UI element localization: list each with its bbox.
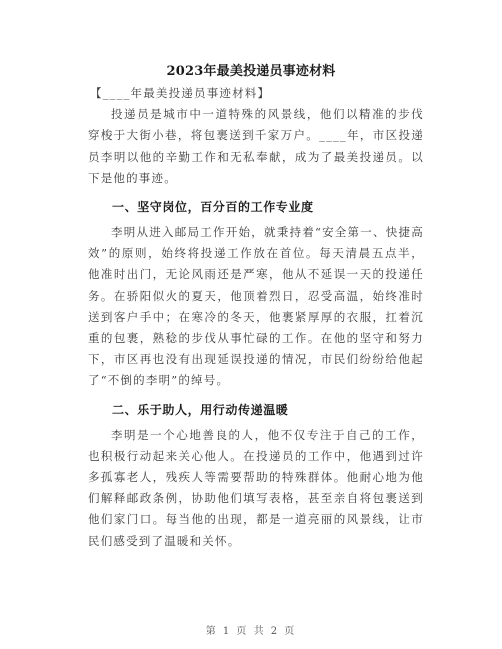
intro-paragraph: 投递员是城市中一道特殊的风景线，他们以精准的步伐穿梭于大街小巷，将包裹送到千家万户。____年，市区投递员李明以他的辛勤工作和无私奉献，成为了最美投递员。以下是他的事迹。 xyxy=(88,107,424,185)
section-1-heading: 一、坚守岗位，百分百的工作专业度 xyxy=(112,200,314,215)
page-number-footer: 第 1 页 共 2 页 xyxy=(205,626,297,637)
document-title: 2023年最美投递员事迹材料 xyxy=(166,64,336,79)
section-2-heading: 二、乐于助人，用行动传递温暖 xyxy=(112,402,289,417)
document-body xyxy=(88,83,424,552)
section-1-paragraph: 李明从进入邮局工作开始，就秉持着“安全第一、快捷高效”的原则，始终将投递工作放在首位。每天清晨五点半，他准时出门，无论风雨还是严寒，他从不延误一天的投递任务。在骄阳似火的夏天，他顶着烈日，忍受高温，始终准时送到客户手中；在寒冷的冬天，他裹紧厚厚的衣服，扛着沉重的包裹，熟稔的步伐从事忙碌的工作。在他的坚守和努力下，市区再也没有出现延误投递的情况，市民们纷纷给他起了“不倒的李明”的绰号。 xyxy=(88,225,424,388)
document-subtitle: 【____年最美投递员事迹材料】 xyxy=(90,86,271,100)
section-2-paragraph: 李明是一个心地善良的人，他不仅专注于自己的工作，也积极行动起来关心他人。在投递员的工作中，他遇到过许多孤寡老人，残疾人等需要帮助的特殊群体。他耐心地为他们解释邮政条例，协助他们填写表格，甚至亲自将包裹送到他们家门口。每当他的出现，都是一道亮丽的风景线，让市民们感受到了温暖和关怀。 xyxy=(88,427,424,548)
